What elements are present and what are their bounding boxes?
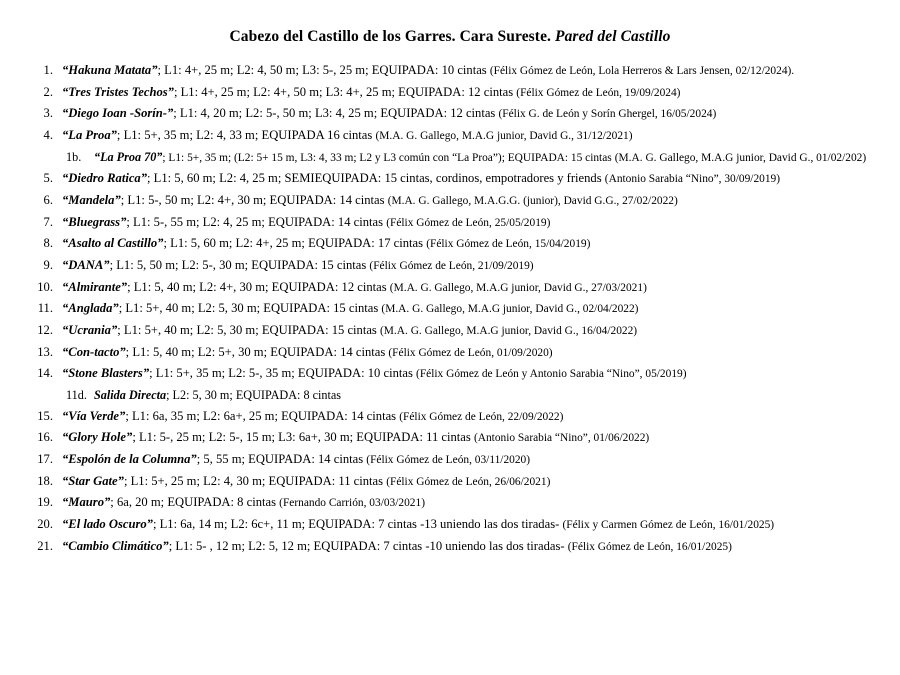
- route-pitches: ; L1: 6a, 35 m; L2: 6a+, 25 m; EQUIPADA: 14 cintas: [125, 408, 397, 423]
- list-item: [30, 300, 870, 317]
- list-item: [30, 322, 870, 339]
- route-number: 6.: [43, 192, 53, 207]
- subroute-label: Salida Directa: [94, 387, 167, 402]
- list-item: [30, 84, 870, 101]
- list-item: [30, 257, 870, 274]
- route-name: “DANA”: [62, 257, 110, 272]
- route-pitches: ; L1: 6a, 14 m; L2: 6c+, 11 m; EQUIPADA: 7 cintas -13 uniendo las dos tiradas-: [152, 516, 560, 531]
- route-pitches: ; L1: 5- , 12 m; L2: 5, 12 m; EQUIPADA: 7 cintas -10 uniendo las dos tiradas-: [168, 538, 565, 553]
- route-text: [62, 214, 870, 231]
- subroute-number: 11d.: [66, 387, 87, 402]
- route-name: “Hakuna Matata”: [62, 63, 158, 77]
- route-credit: (Félix Gómez de León, 01/09/2020): [388, 346, 553, 359]
- route-pitches: ; L1: 4+, 25 m; L2: 4, 50 m; L3: 5-, 25 m; EQUIPADA: 10 cintas: [157, 63, 487, 77]
- route-text: [62, 192, 870, 209]
- route-number: 12.: [37, 322, 53, 337]
- route-name: “Diedro Ratica”: [62, 171, 148, 186]
- route-credit: (M.A. G. Gallego, M.A.G junior, David G., 16/04/2022): [380, 324, 638, 337]
- list-item: [30, 127, 870, 144]
- route-text: [62, 235, 870, 252]
- route-pitches: ; L1: 4+, 25 m; L2: 4+, 50 m; L3: 4+, 25 m; EQUIPADA: 12 cintas: [173, 84, 514, 99]
- route-name: “El lado Oscuro”: [62, 516, 153, 531]
- route-name: “Bluegrass”: [62, 214, 127, 229]
- route-pitches: ; L1: 5, 60 m; L2: 4, 25 m; SEMIEQUIPADA: 15 cintas, cordinos, empotradores y friends: [147, 171, 602, 186]
- route-name: “Con-tacto”: [62, 344, 126, 359]
- route-text: [62, 62, 870, 79]
- route-number: 4.: [43, 127, 53, 142]
- list-item: [30, 538, 870, 555]
- route-credit: (Antonio Sarabia “Nino”, 01/06/2022): [473, 432, 650, 445]
- route-number: 1.: [43, 63, 53, 77]
- route-name: “Asalto al Castillo”: [62, 236, 164, 251]
- list-item: [30, 451, 870, 468]
- list-item: [30, 344, 870, 361]
- route-credit: (Félix Gómez de León, Lola Herreros & Lars Jensen, 02/12/2024).: [489, 65, 795, 77]
- list-item: [30, 105, 870, 122]
- route-pitches: ; L1: 5+, 25 m; L2: 4, 30 m; EQUIPADA: 11 cintas: [123, 473, 384, 488]
- list-item: [30, 62, 870, 79]
- route-pitches: ; L1: 5-, 25 m; L2: 5-, 15 m; L3: 6a+, 30 m; EQUIPADA: 11 cintas: [132, 430, 471, 445]
- route-credit: (M.A. G. Gallego, M.A.G.G. (junior), David G.G., 27/02/2022): [387, 194, 678, 207]
- route-credit: (Fernando Carrión, 03/03/2021): [279, 497, 425, 510]
- route-text: [62, 451, 870, 468]
- subroute-text: [94, 387, 870, 403]
- route-credit: (Félix Gómez de León, 19/09/2024): [516, 86, 681, 99]
- route-number: 8.: [43, 236, 53, 251]
- route-number: 21.: [37, 538, 53, 553]
- sub-list-item-1b: [30, 149, 870, 166]
- route-name: “Star Gate”: [62, 473, 124, 488]
- route-pitches: ; L1: 5, 50 m; L2: 5-, 30 m; EQUIPADA: 15 cintas: [109, 257, 367, 272]
- route-name: “Ucrania”: [62, 322, 118, 337]
- route-credit: (Félix Gómez de León, 03/11/2020): [366, 453, 531, 466]
- route-pitches: ; L1: 4, 20 m; L2: 5-, 50 m; L3: 4, 25 m; EQUIPADA: 12 cintas: [173, 106, 496, 121]
- route-name: “Vía Verde”: [62, 408, 126, 423]
- route-text: [62, 300, 870, 317]
- route-text: [62, 170, 870, 187]
- list-item: [30, 365, 870, 382]
- sub-list-item-11d: [30, 387, 870, 403]
- route-name: “Mauro”: [62, 495, 111, 510]
- route-name: “Tres Tristes Techos”: [62, 84, 174, 99]
- route-number: 20.: [37, 516, 53, 531]
- route-text: [62, 257, 870, 274]
- route-credit: (M.A. G. Gallego, M.A.G junior, David G., 27/03/2021): [389, 281, 647, 294]
- route-number: 3.: [43, 106, 53, 121]
- route-credit: (Félix Gómez de León, 15/04/2019): [426, 238, 591, 251]
- route-text: [62, 516, 870, 533]
- list-item: [30, 473, 870, 490]
- route-pitches: ; L1: 5, 60 m; L2: 4+, 25 m; EQUIPADA: 17 cintas: [163, 236, 424, 251]
- route-credit: (Félix Gómez de León, 25/05/2019): [386, 216, 551, 229]
- route-pitches: ; L1: 5-, 55 m; L2: 4, 25 m; EQUIPADA: 14 cintas: [126, 214, 384, 229]
- route-credit: (Félix G. de León y Sorín Ghergel, 16/05/2024): [498, 108, 717, 121]
- list-item: [30, 279, 870, 296]
- page-title-main: Cabezo del Castillo de los Garres. Cara Sureste.: [229, 28, 552, 45]
- route-pitches: ; L1: 5+, 40 m; L2: 5, 30 m; EQUIPADA: 15 cintas: [118, 301, 379, 316]
- route-name: “Anglada”: [62, 301, 119, 316]
- route-text: [62, 344, 870, 361]
- route-name: “Mandela”: [62, 192, 121, 207]
- route-number: 7.: [43, 214, 53, 229]
- route-text: [62, 127, 870, 144]
- list-item: [30, 494, 870, 511]
- page-title-italic: Pared del Castillo: [555, 28, 671, 45]
- route-name: “Almirante”: [62, 279, 128, 294]
- route-number: 14.: [37, 366, 53, 381]
- page-title: [30, 28, 870, 46]
- route-text: [62, 365, 870, 382]
- route-credit: (M.A. G. Gallego, M.A.G junior, David G., 02/04/2022): [381, 303, 639, 316]
- route-name: “Espolón de la Columna”: [62, 451, 197, 466]
- list-item: [30, 516, 870, 533]
- route-text: [62, 105, 870, 122]
- route-number: 15.: [37, 408, 53, 423]
- route-number: 9.: [43, 257, 53, 272]
- route-number: 18.: [37, 473, 53, 488]
- list-item: [30, 429, 870, 446]
- route-text: [62, 408, 870, 425]
- route-name: “Cambio Climático”: [62, 538, 169, 553]
- route-credit: (Antonio Sarabia “Nino”, 30/09/2019): [604, 173, 781, 186]
- subroute-pitches: ; L1: 5+, 35 m; (L2: 5+ 15 m, L3: 4, 33 m; L2 y L3 común con “La Proa”); EQUIPADA: 15 cintas: [162, 151, 612, 164]
- list-item: [30, 235, 870, 252]
- route-text: [62, 494, 870, 511]
- route-credit: (Félix Gómez de León y Antonio Sarabia “Nino”, 05/2019): [416, 368, 687, 381]
- route-name: “La Proa”: [62, 127, 117, 142]
- route-credit: (Félix Gómez de León, 16/01/2025): [567, 540, 732, 553]
- list-item: [30, 408, 870, 425]
- route-number: 19.: [37, 495, 53, 510]
- route-pitches: ; 5, 55 m; EQUIPADA: 14 cintas: [196, 451, 364, 466]
- route-list: [30, 62, 870, 555]
- list-item: [30, 192, 870, 209]
- route-text: [62, 473, 870, 490]
- subroute-text: [94, 149, 870, 166]
- route-pitches: ; L1: 5+, 35 m; L2: 5-, 35 m; EQUIPADA: 10 cintas: [149, 366, 413, 381]
- route-number: 16.: [37, 430, 53, 445]
- route-number: 10.: [37, 279, 53, 294]
- route-name: “Diego Ioan -Sorín-”: [62, 106, 174, 121]
- route-pitches: ; L1: 5+, 40 m; L2: 5, 30 m; EQUIPADA: 15 cintas: [117, 322, 377, 337]
- route-credit: (Félix Gómez de León, 21/09/2019): [369, 259, 534, 272]
- route-pitches: ; L1: 5-, 50 m; L2: 4+, 30 m; EQUIPADA: 14 cintas: [120, 192, 385, 207]
- route-text: [62, 538, 870, 555]
- route-number: 2.: [43, 84, 53, 99]
- route-text: [62, 322, 870, 339]
- route-number: 13.: [37, 344, 53, 359]
- route-credit: (Félix Gómez de León, 22/09/2022): [399, 410, 564, 423]
- subroute-name: “La Proa 70”: [94, 149, 163, 164]
- list-item: [30, 170, 870, 187]
- route-pitches: ; L1: 5, 40 m; L2: 5+, 30 m; EQUIPADA: 14 cintas: [125, 344, 386, 359]
- route-pitches: ; L1: 5+, 35 m; L2: 4, 33 m; EQUIPADA 16 cintas: [116, 127, 373, 142]
- route-text: [62, 279, 870, 296]
- route-name: “Glory Hole”: [62, 430, 133, 445]
- route-text: [62, 84, 870, 101]
- route-number: 11.: [37, 301, 53, 316]
- route-pitches: ; 6a, 20 m; EQUIPADA: 8 cintas: [110, 495, 276, 510]
- subroute-credit: (M.A. G. Gallego, M.A.G junior, David G., 01/02/202): [614, 151, 867, 164]
- list-item: [30, 214, 870, 231]
- route-number: 5.: [43, 171, 53, 186]
- subroute-pitches: ; L2: 5, 30 m; EQUIPADA: 8 cintas: [166, 387, 342, 402]
- route-credit: (Félix Gómez de León, 26/06/2021): [386, 475, 551, 488]
- route-pitches: ; L1: 5, 40 m; L2: 4+, 30 m; EQUIPADA: 12 cintas: [127, 279, 387, 294]
- route-credit: (M.A. G. Gallego, M.A.G junior, David G., 31/12/2021): [375, 129, 633, 142]
- route-credit: (Félix y Carmen Gómez de León, 16/01/2025): [562, 518, 775, 531]
- route-text: [62, 429, 870, 446]
- subroute-number: 1b.: [66, 149, 82, 164]
- route-number: 17.: [37, 451, 53, 466]
- route-name: “Stone Blasters”: [62, 366, 150, 381]
